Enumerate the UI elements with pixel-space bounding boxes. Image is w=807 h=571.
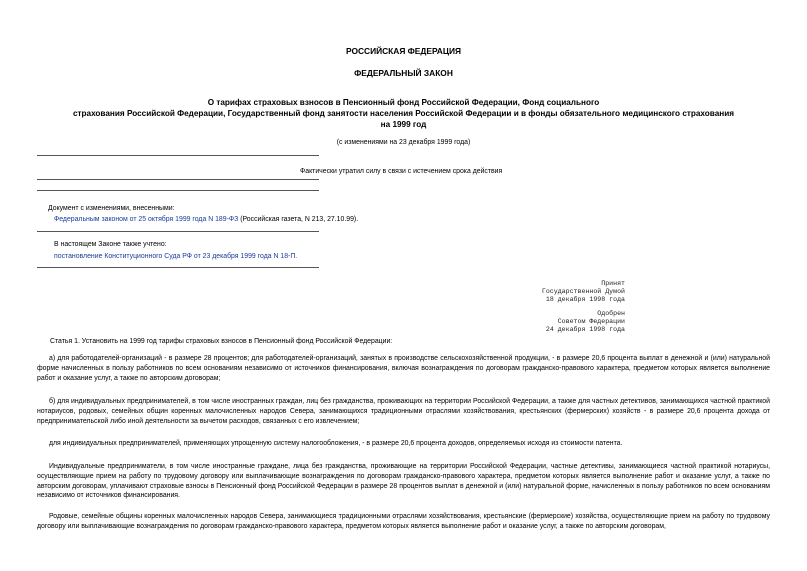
duma-adoption-block [460,280,625,305]
amendments-note: (с изменениями на 23 декабря 1999 года) [336,139,471,146]
council-date: 24 декабря 1998 года [545,326,625,334]
entrepreneurs-text: Индивидуальные предприниматели, в том числе иностранные граждане, лица без гражданства, проживающие на территории Российской Федерации, частные детективы, занимающиеся частной практикой нотариусы, осуществляющие прием на работу по трудовому договору или выплачивающие вознаграждения по договорам гражданско-правового характера, предметом которых является выполнение работ и оказание услуг, а также по авторским договорам, уплачивают страховые взносы в Пенсионный фонд Российской Федерации в размере 28 процентов выплат в денежной и (или) натуральной форме, начисленных в пользу работников по всем основаниям независимо от источников финансирования. [37,463,770,500]
communities-paragraph [37,512,770,532]
council-approval-block [460,310,625,335]
duma-date: 18 декабря 1998 года [545,296,625,304]
simplified-tax-text: для индивидуальных предпринимателей, применяющих упрощенную систему налогообложения, - в размере 20,6 процента доходов, определяемых исходя из стоимости патента. [49,440,623,447]
law-title-line-2: страхования Российской Федерации, Государственный фонд занятости населения Российской Федерации и в фонды обязательного медицинского страхования [72,109,735,118]
entrepreneurs-paragraph [37,462,770,501]
divider [37,179,319,180]
divider [37,155,319,156]
item-a-text: а) для работодателей-организаций - в размере 28 процентов; для работодателей-организаций, занятых в производстве сельскохозяйственной продукции, - в размере 20,6 процента выплат в денежной и (или) натуральной форме начисленных в пользу работников по всем основаниям независимо от источников финансирования, включая вознаграждения по договорам гражданско-правового характера, предметом которых является выполнение работ и оказание услуг, а также по авторским договорам; [37,355,770,382]
communities-text: Родовые, семейные общины коренных малочисленных народов Севера, занимающиеся традиционными отраслями хозяйствования, крестьянские (фермерские) хозяйства, осуществляющие прием на работу по трудовому договору или выплачивающие вознаграждения по договорам гражданско-правового характера, предметом которых является выполнение работ и оказание услуг, а также по авторским договорам, [37,513,770,530]
law-title-line-3: на 1999 год [380,120,427,129]
constitutional-court-link[interactable]: постановление Конституционного Суда РФ от 23 декабря 1999 года N 18-П. [54,253,298,260]
divider [37,267,319,268]
article-1-heading: Статья 1. Установить на 1999 год тарифы страховых взносов в Пенсионный фонд Российской Федерации: [50,338,393,345]
council-approved-label: Одобрен [597,310,625,317]
amended-doc-line [54,215,358,224]
amended-doc-label: Документ с изменениями, внесенными: [48,205,175,212]
duma-adopted-label: Принят [601,280,625,287]
item-b-paragraph [37,397,770,426]
divider [37,190,319,191]
law-title-line-1: О тарифах страховых взносов в Пенсионный фонд Российской Федерации, Фонд социального [207,98,600,107]
divider [37,231,319,232]
council-name: Советом Федерации [557,318,625,326]
amended-doc-source: (Российская газета, N 213, 27.10.99). [240,216,359,223]
item-a-paragraph [37,354,770,383]
also-considered-label: В настоящем Законе также учтено: [54,241,167,248]
country-heading: РОССИЙСКАЯ ФЕДЕРАЦИЯ [345,46,462,56]
law-type-heading: ФЕДЕРАЛЬНЫЙ ЗАКОН [354,68,453,78]
item-b-text: б) для индивидуальных предпринимателей, в том числе иностранных граждан, лиц без гражданства, проживающих на территории Российской Федерации, а также для частных детективов, занимающихся частной практикой нотариусов, родовых, семейных общин коренных малочисленных народов Севера, занимающихся традиционными отраслями хозяйствования, крестьянских (фермерских) хозяйств - в размере 20,6 процента дохода от предпринимательской либо иной деятельности за вычетом расходов, связанных с его извлечением; [37,398,770,425]
amending-law-link[interactable]: Федеральным законом от 25 октября 1999 года N 189-ФЗ [54,216,239,223]
simplified-tax-paragraph [37,439,770,449]
status-notice: Фактически утратил силу в связи с истечением срока действия [300,168,503,175]
duma-name: Государственной Думой [541,288,625,296]
